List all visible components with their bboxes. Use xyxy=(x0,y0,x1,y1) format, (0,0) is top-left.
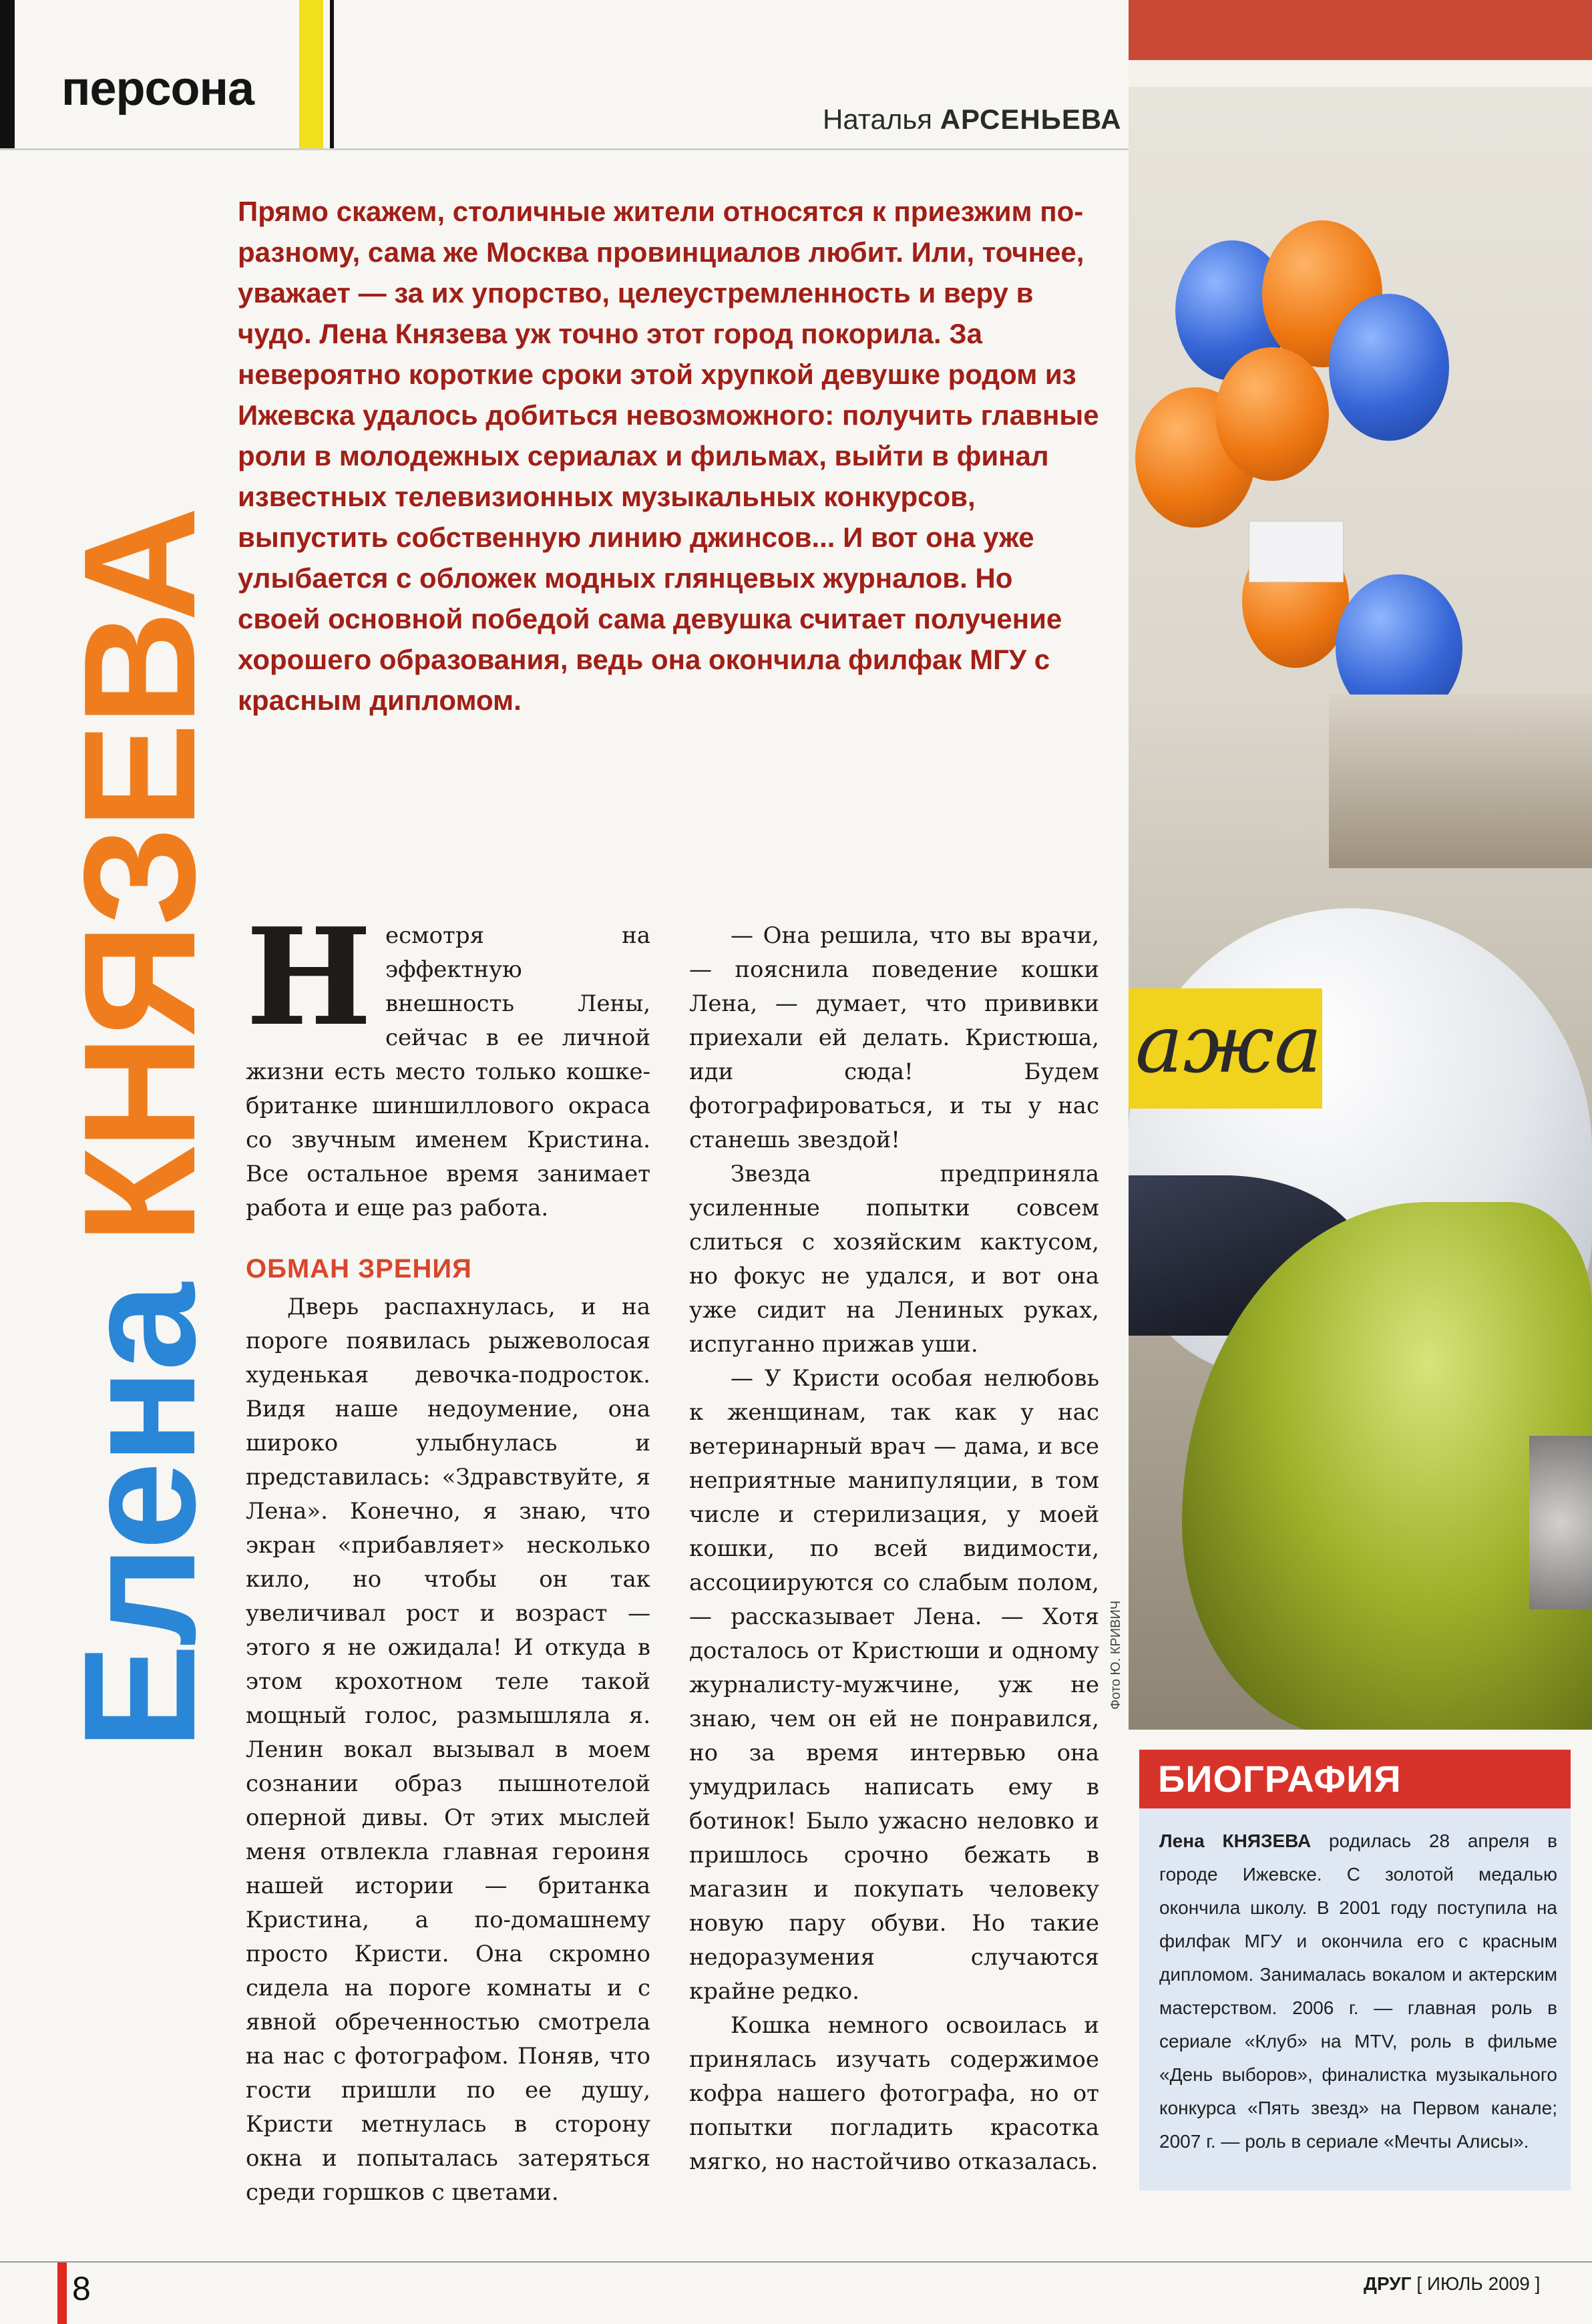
biography-title: БИОГРАФИЯ xyxy=(1139,1750,1571,1808)
article-column-2 xyxy=(689,919,1099,2179)
biography-box xyxy=(1139,1750,1571,2190)
biography-body: родилась 28 апреля в городе Ижевске. С золотой медалью окончила школу. В 2001 году поступила на филфак МГУ и окончила его с красным дипломом. Занималась вокалом и актерским мастерством. 2006 г. — главная роль в сериале «Клуб» на MTV, роль в фильме «День выборов», финалистка музыкального конкурса «Пять звезд» на Первом канале; 2007 г. — роль в сериале «Мечты Алисы». xyxy=(1159,1830,1558,2152)
article-paragraph: Кошка немного освоилась и принялась изучать содержимое кофра нашего фотографа, но от попытки погладить красотка мягко, но настойчиво отказалась. xyxy=(689,2012,1099,2175)
balloon-blue-2 xyxy=(1329,294,1449,441)
article-paragraph: — Она решила, что вы врачи, — пояснила поведение кошки Лена, — думает, что прививки приехали ей делать. Кристюша, иди сюда! Будем фотографироваться, и ты у нас станешь звездой! xyxy=(689,922,1099,1153)
article-paragraph-text: есмотря на эффектную внешность Лены, сейчас в ее личной жизни есть место только кошке-британке шиншиллового окраса со звучным именем Кристина. Все остальное время занимает работа и еще раз работа. xyxy=(246,922,650,1221)
section-subheading: ОБМАН ЗРЕНИЯ xyxy=(246,1254,472,1284)
title-last-name: КНЯЗЕВА xyxy=(51,509,228,1244)
article-column-1 xyxy=(246,899,650,2210)
photo-red-banner xyxy=(1129,0,1592,60)
footer-issue xyxy=(1364,2273,1540,2295)
photo-background-crowd xyxy=(1329,695,1592,868)
balloon-orange-3 xyxy=(1215,347,1329,481)
header-black-bar xyxy=(0,0,15,148)
photo-sign xyxy=(1249,521,1344,582)
article-paragraph: Звезда предприняла усиленные попытки совсем слиться с хозяйским кактусом, но фокус не удался, и вот она уже сидит на Лениных руках, испуганно прижав уши. xyxy=(689,1161,1099,1358)
lead-paragraph: Прямо скажем, столичные жители относятся к приезжим по-разному, сама же Москва провинциалов любит. Или, точнее, уважает — за их упорство, целеустремленность и веру в чудо. Лена Князева уж точно этот город покорила. За невероятно короткие сроки этой хрупкой девушке родом из Ижевска удалось добиться невозможного: получить главные роли в молодежных сериалах и фильмах, выйти в финал известных телевизионных музыкальных конкурсов, выпустить собственную линию джинсов... И вот она уже улыбается с обложек модных глянцевых журналов. Но своей основной победой сама девушка считает получение хорошего образования, ведь она окончила филфак МГУ с красным дипломом. xyxy=(238,196,1099,716)
section-label: персона xyxy=(61,62,254,116)
article-title-vertical xyxy=(40,214,240,1750)
biography-text xyxy=(1159,1824,1557,2158)
title-first-name: Елена xyxy=(51,1285,228,1750)
photo-yellow-tag: ажа xyxy=(1129,988,1322,1109)
biography-name: Лена КНЯЗЕВА xyxy=(1159,1830,1312,1851)
article-paragraph xyxy=(246,899,650,1225)
photo-ceiling xyxy=(1129,60,1592,87)
header-yellow-bar xyxy=(299,0,323,148)
article-paragraph: Дверь распахнулась, и на пороге появилась рыжеволосая худенькая девочка-подросток. Видя наше недоумение, она широко улыбнулась и представилась: «Здравствуйте, я Лена». Конечно, я знаю, что экран «прибавляет» несколько кило, но чтобы он так увеличивал рост и возраст — этого я не ожидала! И откуда в этом крохотном теле такой мощный голос, размышляла я. Ленин вокал вызывал в моем сознании образ пышнотелой оперной дивы. От этих мыслей меня отвлекла главная героиня нашей истории — британка Кристина, а по-домашнему просто Кристи. Она скромно сидела на пороге комнаты и с явной обреченностью смотрела на нас с фотографом. Поняв, что гости пришли по ее душу, Кристи метнулась в сторону окна и попыталась затеряться среди горшков с цветами. xyxy=(246,1294,650,2206)
header-thin-bar xyxy=(330,0,334,148)
article-paragraph: — У Кристи особая нелюбовь к женщинам, так как у нас ветеринарный врач — дама, и все неприятные манипуляции, в том числе и стерилизация, у моей кошки, по всей видимости, ассоциируются со слабым полом, — рассказывает Лена. — Хотя досталось от Кристюши и одному журналисту-мужчине, уж не знаю, чем он ей не понравился, но за время интервью она умудрилась написать ему в ботинок! Было ужасно неловко и пришлось срочно бежать в магазин и покупать человеку новую пару обуви. Но такие недоразумения случаются крайне редко. xyxy=(689,1365,1099,2005)
header-divider xyxy=(0,148,1129,150)
drop-cap: Н xyxy=(246,899,372,1056)
magazine-name: ДРУГ xyxy=(1364,2273,1412,2294)
footer-divider xyxy=(0,2261,1592,2263)
author-byline xyxy=(823,104,1121,136)
photo-cat-fur xyxy=(1529,1436,1592,1609)
author-first-name: Наталья xyxy=(823,104,933,135)
issue-date: [ ИЮЛЬ 2009 ] xyxy=(1416,2273,1541,2294)
footer-red-mark xyxy=(57,2263,67,2324)
author-last-name: АРСЕНЬЕВА xyxy=(940,104,1122,135)
page-number: 8 xyxy=(72,2270,91,2307)
photo-credit: Фото Ю. КРИВИЧ xyxy=(1109,1600,1123,1710)
cover-photo xyxy=(1129,0,1592,1730)
